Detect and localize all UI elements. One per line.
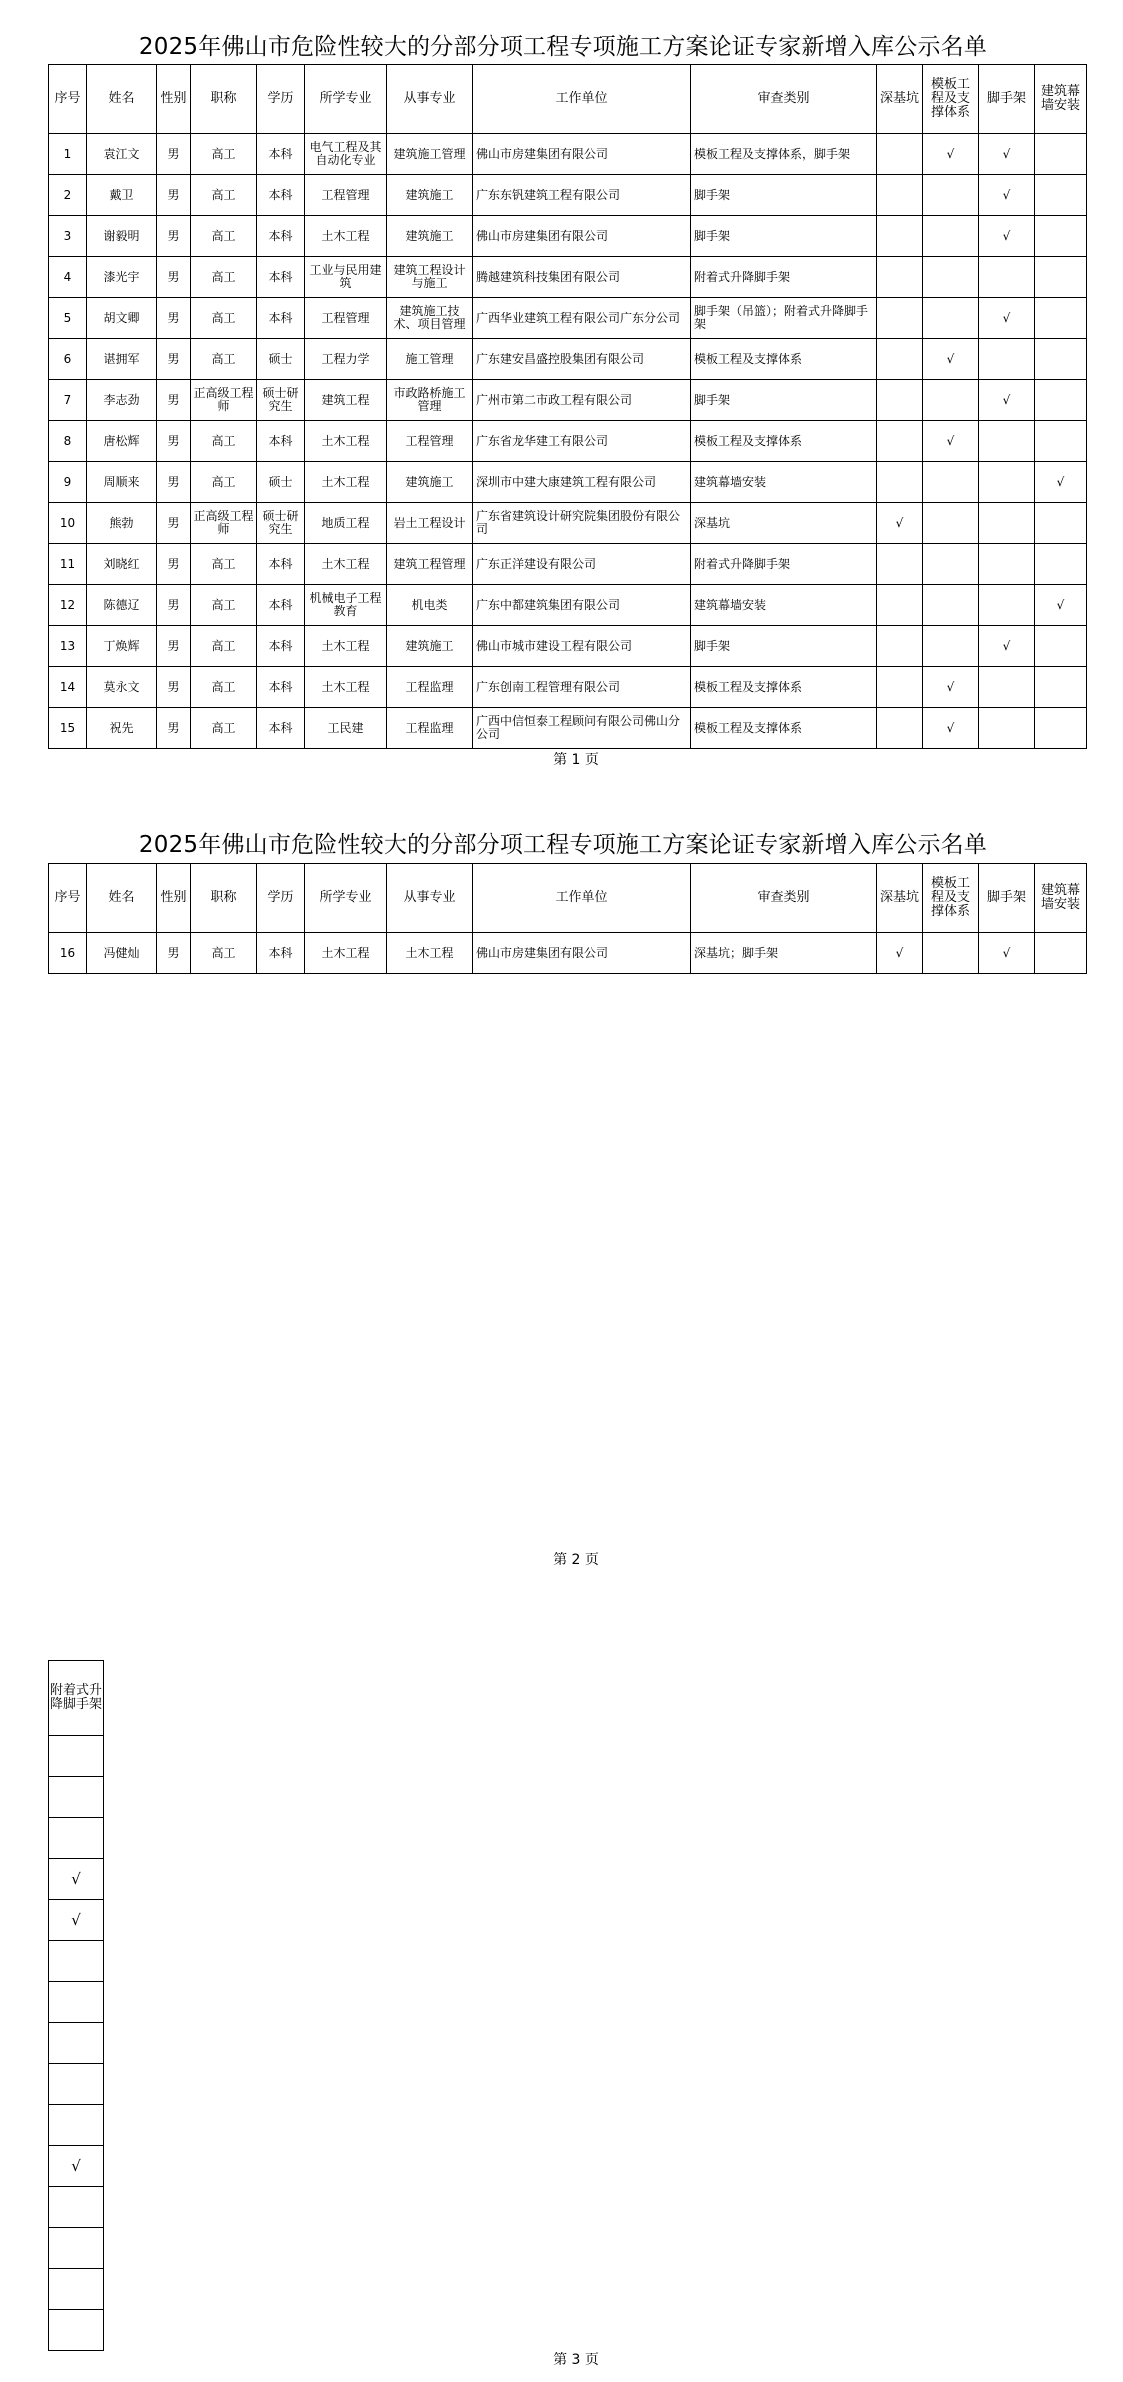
cell-deep-foundation xyxy=(877,298,923,339)
table-row xyxy=(49,1859,104,1900)
cell-sex: 男 xyxy=(157,134,191,175)
cell-sex: 男 xyxy=(157,380,191,421)
cell-scaffold: √ xyxy=(979,134,1035,175)
cell-field: 岩土工程设计 xyxy=(387,503,473,544)
cell-curtain-wall xyxy=(1035,380,1087,421)
cell-attached-scaffold xyxy=(49,2228,104,2269)
attached-scaffold-table-page3 xyxy=(48,1660,104,2351)
table-row xyxy=(49,339,1087,380)
cell-deep-foundation xyxy=(877,585,923,626)
cell-major: 土木工程 xyxy=(305,667,387,708)
table-row xyxy=(49,2310,104,2351)
cell-employer: 广东创南工程管理有限公司 xyxy=(473,667,691,708)
cell-name: 袁江文 xyxy=(87,134,157,175)
cell-employer: 佛山市城市建设工程有限公司 xyxy=(473,626,691,667)
cell-title-rank: 高工 xyxy=(191,257,257,298)
cell-name: 戴卫 xyxy=(87,175,157,216)
cell-curtain-wall xyxy=(1035,626,1087,667)
cell-title-rank: 高工 xyxy=(191,339,257,380)
cell-scaffold xyxy=(979,667,1035,708)
cell-scaffold xyxy=(979,257,1035,298)
cell-name: 李志劲 xyxy=(87,380,157,421)
table-row xyxy=(49,2105,104,2146)
cell-scaffold: √ xyxy=(979,216,1035,257)
cell-education: 本科 xyxy=(257,175,305,216)
cell-seq: 11 xyxy=(49,544,87,585)
cell-review-category: 建筑幕墙安装 xyxy=(691,585,877,626)
cell-scaffold: √ xyxy=(979,626,1035,667)
cell-formwork xyxy=(923,257,979,298)
cell-field: 建筑施工 xyxy=(387,175,473,216)
cell-field: 市政路桥施工管理 xyxy=(387,380,473,421)
cell-curtain-wall xyxy=(1035,544,1087,585)
cell-curtain-wall xyxy=(1035,933,1087,974)
cell-employer: 佛山市房建集团有限公司 xyxy=(473,134,691,175)
page2-title: 2025年佛山市危险性较大的分部分项工程专项施工方案论证专家新增入库公示名单 xyxy=(138,832,988,858)
cell-deep-foundation xyxy=(877,216,923,257)
header-review-category: 审查类别 xyxy=(691,864,877,933)
cell-education: 本科 xyxy=(257,544,305,585)
header-major: 所学专业 xyxy=(305,65,387,134)
cell-education: 本科 xyxy=(257,298,305,339)
cell-scaffold xyxy=(979,708,1035,749)
header-field: 从事专业 xyxy=(387,65,473,134)
header-formwork: 模板工程及支撑体系 xyxy=(923,864,979,933)
cell-education: 硕士 xyxy=(257,339,305,380)
cell-attached-scaffold: √ xyxy=(49,2146,104,2187)
cell-employer: 广东省龙华建工有限公司 xyxy=(473,421,691,462)
cell-name: 谢毅明 xyxy=(87,216,157,257)
cell-curtain-wall xyxy=(1035,503,1087,544)
cell-seq: 7 xyxy=(49,380,87,421)
cell-title-rank: 高工 xyxy=(191,933,257,974)
cell-formwork: √ xyxy=(923,667,979,708)
header-title-rank: 职称 xyxy=(191,65,257,134)
cell-curtain-wall xyxy=(1035,216,1087,257)
cell-scaffold xyxy=(979,544,1035,585)
cell-major: 土木工程 xyxy=(305,933,387,974)
header-sex: 性别 xyxy=(157,864,191,933)
cell-name: 唐松辉 xyxy=(87,421,157,462)
cell-title-rank: 高工 xyxy=(191,175,257,216)
cell-curtain-wall xyxy=(1035,339,1087,380)
cell-education: 本科 xyxy=(257,708,305,749)
table-row xyxy=(49,708,1087,749)
cell-attached-scaffold xyxy=(49,1818,104,1859)
cell-formwork xyxy=(923,380,979,421)
cell-employer: 广东正洋建设有限公司 xyxy=(473,544,691,585)
experts-table-page1 xyxy=(48,64,1087,749)
cell-sex: 男 xyxy=(157,667,191,708)
page3-number: 第 3 页 xyxy=(553,2352,599,2368)
cell-formwork xyxy=(923,298,979,339)
cell-deep-foundation xyxy=(877,626,923,667)
cell-formwork xyxy=(923,503,979,544)
cell-education: 本科 xyxy=(257,421,305,462)
cell-major: 土木工程 xyxy=(305,462,387,503)
cell-education: 硕士研究生 xyxy=(257,380,305,421)
cell-deep-foundation xyxy=(877,380,923,421)
cell-curtain-wall xyxy=(1035,667,1087,708)
cell-deep-foundation: √ xyxy=(877,933,923,974)
cell-review-category: 模板工程及支撑体系 xyxy=(691,421,877,462)
cell-deep-foundation xyxy=(877,667,923,708)
page1-title: 2025年佛山市危险性较大的分部分项工程专项施工方案论证专家新增入库公示名单 xyxy=(138,34,988,60)
cell-deep-foundation xyxy=(877,134,923,175)
cell-field: 建筑施工技术、项目管理 xyxy=(387,298,473,339)
cell-name: 熊勃 xyxy=(87,503,157,544)
header-field: 从事专业 xyxy=(387,864,473,933)
cell-name: 莫永文 xyxy=(87,667,157,708)
cell-attached-scaffold xyxy=(49,1777,104,1818)
table-row xyxy=(49,380,1087,421)
cell-major: 工业与民用建筑 xyxy=(305,257,387,298)
cell-sex: 男 xyxy=(157,933,191,974)
cell-formwork: √ xyxy=(923,421,979,462)
cell-review-category: 脚手架（吊篮）；附着式升降脚手架 xyxy=(691,298,877,339)
header-seq: 序号 xyxy=(49,864,87,933)
cell-attached-scaffold xyxy=(49,1736,104,1777)
cell-seq: 15 xyxy=(49,708,87,749)
header-curtain-wall: 建筑幕墙安装 xyxy=(1035,65,1087,134)
cell-major: 机械电子工程教育 xyxy=(305,585,387,626)
cell-deep-foundation xyxy=(877,175,923,216)
table-row xyxy=(49,503,1087,544)
cell-deep-foundation: √ xyxy=(877,503,923,544)
cell-name: 冯健灿 xyxy=(87,933,157,974)
cell-title-rank: 高工 xyxy=(191,298,257,339)
cell-field: 土木工程 xyxy=(387,933,473,974)
cell-formwork xyxy=(923,175,979,216)
cell-employer: 佛山市房建集团有限公司 xyxy=(473,216,691,257)
cell-curtain-wall: √ xyxy=(1035,462,1087,503)
cell-sex: 男 xyxy=(157,216,191,257)
header-name: 姓名 xyxy=(87,864,157,933)
cell-education: 本科 xyxy=(257,585,305,626)
cell-education: 本科 xyxy=(257,667,305,708)
table-row xyxy=(49,2023,104,2064)
cell-formwork xyxy=(923,933,979,974)
cell-attached-scaffold xyxy=(49,2269,104,2310)
cell-seq: 2 xyxy=(49,175,87,216)
cell-title-rank: 高工 xyxy=(191,134,257,175)
cell-field: 施工管理 xyxy=(387,339,473,380)
cell-formwork xyxy=(923,462,979,503)
cell-name: 祝先 xyxy=(87,708,157,749)
cell-seq: 8 xyxy=(49,421,87,462)
cell-curtain-wall xyxy=(1035,257,1087,298)
cell-major: 工程管理 xyxy=(305,298,387,339)
cell-scaffold xyxy=(979,339,1035,380)
table-row xyxy=(49,2064,104,2105)
cell-major: 工程管理 xyxy=(305,175,387,216)
cell-seq: 13 xyxy=(49,626,87,667)
table-row xyxy=(49,257,1087,298)
cell-name: 漆光宇 xyxy=(87,257,157,298)
header-sex: 性别 xyxy=(157,65,191,134)
header-review-category: 审查类别 xyxy=(691,65,877,134)
cell-review-category: 建筑幕墙安装 xyxy=(691,462,877,503)
header-row xyxy=(49,1661,104,1736)
cell-curtain-wall xyxy=(1035,421,1087,462)
cell-title-rank: 正高级工程师 xyxy=(191,380,257,421)
table-row xyxy=(49,1982,104,2023)
cell-title-rank: 高工 xyxy=(191,421,257,462)
table-row xyxy=(49,1900,104,1941)
cell-attached-scaffold: √ xyxy=(49,1859,104,1900)
cell-sex: 男 xyxy=(157,257,191,298)
cell-curtain-wall xyxy=(1035,298,1087,339)
cell-deep-foundation xyxy=(877,708,923,749)
experts-table-page2 xyxy=(48,863,1087,974)
table-row xyxy=(49,421,1087,462)
cell-deep-foundation xyxy=(877,339,923,380)
cell-field: 建筑施工 xyxy=(387,462,473,503)
cell-seq: 1 xyxy=(49,134,87,175)
cell-sex: 男 xyxy=(157,421,191,462)
cell-employer: 佛山市房建集团有限公司 xyxy=(473,933,691,974)
cell-employer: 广东省建筑设计研究院集团股份有限公司 xyxy=(473,503,691,544)
cell-field: 工程监理 xyxy=(387,667,473,708)
cell-review-category: 附着式升降脚手架 xyxy=(691,544,877,585)
header-employer: 工作单位 xyxy=(473,65,691,134)
header-row xyxy=(49,65,1087,134)
cell-formwork xyxy=(923,216,979,257)
page1-number: 第 1 页 xyxy=(553,752,599,768)
cell-deep-foundation xyxy=(877,462,923,503)
header-seq: 序号 xyxy=(49,65,87,134)
cell-review-category: 深基坑；脚手架 xyxy=(691,933,877,974)
cell-education: 本科 xyxy=(257,626,305,667)
header-major: 所学专业 xyxy=(305,864,387,933)
cell-attached-scaffold xyxy=(49,2023,104,2064)
table-row xyxy=(49,2269,104,2310)
cell-education: 本科 xyxy=(257,216,305,257)
cell-seq: 12 xyxy=(49,585,87,626)
cell-sex: 男 xyxy=(157,708,191,749)
table-row xyxy=(49,585,1087,626)
table-row xyxy=(49,2187,104,2228)
page2-number: 第 2 页 xyxy=(553,1552,599,1568)
cell-title-rank: 高工 xyxy=(191,462,257,503)
cell-title-rank: 高工 xyxy=(191,544,257,585)
cell-formwork: √ xyxy=(923,134,979,175)
cell-seq: 16 xyxy=(49,933,87,974)
cell-education: 本科 xyxy=(257,134,305,175)
cell-attached-scaffold: √ xyxy=(49,1900,104,1941)
cell-title-rank: 高工 xyxy=(191,585,257,626)
cell-curtain-wall xyxy=(1035,708,1087,749)
table-row xyxy=(49,933,1087,974)
cell-employer: 广东建安昌盛控股集团有限公司 xyxy=(473,339,691,380)
cell-major: 工民建 xyxy=(305,708,387,749)
cell-title-rank: 高工 xyxy=(191,216,257,257)
table-row xyxy=(49,298,1087,339)
table-row xyxy=(49,2228,104,2269)
cell-employer: 广东中都建筑集团有限公司 xyxy=(473,585,691,626)
header-curtain-wall: 建筑幕墙安装 xyxy=(1035,864,1087,933)
table-row xyxy=(49,462,1087,503)
cell-scaffold xyxy=(979,462,1035,503)
cell-field: 机电类 xyxy=(387,585,473,626)
table-row xyxy=(49,134,1087,175)
cell-name: 丁焕辉 xyxy=(87,626,157,667)
table-row xyxy=(49,1777,104,1818)
cell-attached-scaffold xyxy=(49,2105,104,2146)
cell-attached-scaffold xyxy=(49,2310,104,2351)
table-row xyxy=(49,667,1087,708)
cell-field: 建筑施工 xyxy=(387,626,473,667)
cell-review-category: 脚手架 xyxy=(691,626,877,667)
header-scaffold: 脚手架 xyxy=(979,65,1035,134)
header-education: 学历 xyxy=(257,864,305,933)
cell-scaffold: √ xyxy=(979,175,1035,216)
cell-formwork: √ xyxy=(923,708,979,749)
cell-review-category: 附着式升降脚手架 xyxy=(691,257,877,298)
cell-field: 建筑施工管理 xyxy=(387,134,473,175)
cell-scaffold xyxy=(979,585,1035,626)
header-row xyxy=(49,864,1087,933)
cell-name: 刘晓红 xyxy=(87,544,157,585)
cell-curtain-wall: √ xyxy=(1035,585,1087,626)
cell-deep-foundation xyxy=(877,421,923,462)
cell-review-category: 脚手架 xyxy=(691,380,877,421)
cell-name: 陈德辽 xyxy=(87,585,157,626)
cell-major: 电气工程及其自动化专业 xyxy=(305,134,387,175)
table-row xyxy=(49,544,1087,585)
cell-attached-scaffold xyxy=(49,1941,104,1982)
cell-review-category: 模板工程及支撑体系 xyxy=(691,708,877,749)
table-row xyxy=(49,1736,104,1777)
cell-field: 建筑施工 xyxy=(387,216,473,257)
cell-major: 工程力学 xyxy=(305,339,387,380)
cell-review-category: 模板工程及支撑体系 xyxy=(691,667,877,708)
header-deep-foundation: 深基坑 xyxy=(877,65,923,134)
table-row xyxy=(49,626,1087,667)
table-row xyxy=(49,2146,104,2187)
cell-scaffold: √ xyxy=(979,933,1035,974)
header-scaffold: 脚手架 xyxy=(979,864,1035,933)
cell-attached-scaffold xyxy=(49,2064,104,2105)
cell-education: 硕士研究生 xyxy=(257,503,305,544)
cell-scaffold: √ xyxy=(979,298,1035,339)
cell-scaffold xyxy=(979,421,1035,462)
cell-seq: 14 xyxy=(49,667,87,708)
cell-education: 本科 xyxy=(257,933,305,974)
cell-sex: 男 xyxy=(157,626,191,667)
cell-sex: 男 xyxy=(157,339,191,380)
cell-attached-scaffold xyxy=(49,1982,104,2023)
cell-sex: 男 xyxy=(157,175,191,216)
header-deep-foundation: 深基坑 xyxy=(877,864,923,933)
cell-field: 工程管理 xyxy=(387,421,473,462)
cell-curtain-wall xyxy=(1035,134,1087,175)
header-education: 学历 xyxy=(257,65,305,134)
cell-review-category: 模板工程及支撑体系，脚手架 xyxy=(691,134,877,175)
cell-seq: 9 xyxy=(49,462,87,503)
cell-employer: 广州市第二市政工程有限公司 xyxy=(473,380,691,421)
cell-education: 本科 xyxy=(257,257,305,298)
cell-title-rank: 高工 xyxy=(191,708,257,749)
cell-major: 建筑工程 xyxy=(305,380,387,421)
cell-major: 土木工程 xyxy=(305,421,387,462)
cell-name: 谌拥军 xyxy=(87,339,157,380)
cell-review-category: 脚手架 xyxy=(691,216,877,257)
cell-employer: 广西中信恒泰工程顾问有限公司佛山分公司 xyxy=(473,708,691,749)
cell-major: 地质工程 xyxy=(305,503,387,544)
cell-sex: 男 xyxy=(157,462,191,503)
cell-employer: 广东东钒建筑工程有限公司 xyxy=(473,175,691,216)
cell-formwork: √ xyxy=(923,339,979,380)
cell-review-category: 模板工程及支撑体系 xyxy=(691,339,877,380)
cell-major: 土木工程 xyxy=(305,216,387,257)
cell-seq: 4 xyxy=(49,257,87,298)
cell-seq: 6 xyxy=(49,339,87,380)
header-formwork: 模板工程及支撑体系 xyxy=(923,65,979,134)
cell-sex: 男 xyxy=(157,585,191,626)
cell-seq: 5 xyxy=(49,298,87,339)
cell-employer: 深圳市中建大康建筑工程有限公司 xyxy=(473,462,691,503)
cell-title-rank: 高工 xyxy=(191,626,257,667)
cell-formwork xyxy=(923,544,979,585)
cell-review-category: 脚手架 xyxy=(691,175,877,216)
cell-curtain-wall xyxy=(1035,175,1087,216)
cell-name: 胡文卿 xyxy=(87,298,157,339)
cell-review-category: 深基坑 xyxy=(691,503,877,544)
cell-title-rank: 正高级工程师 xyxy=(191,503,257,544)
cell-title-rank: 高工 xyxy=(191,667,257,708)
cell-sex: 男 xyxy=(157,503,191,544)
cell-education: 硕士 xyxy=(257,462,305,503)
cell-employer: 广西华业建筑工程有限公司广东分公司 xyxy=(473,298,691,339)
cell-major: 土木工程 xyxy=(305,626,387,667)
cell-deep-foundation xyxy=(877,544,923,585)
cell-deep-foundation xyxy=(877,257,923,298)
table-row xyxy=(49,216,1087,257)
table-row xyxy=(49,175,1087,216)
cell-formwork xyxy=(923,585,979,626)
cell-scaffold xyxy=(979,503,1035,544)
table-row xyxy=(49,1941,104,1982)
header-attached-scaffold: 附着式升降脚手架 xyxy=(49,1661,104,1736)
header-name: 姓名 xyxy=(87,65,157,134)
cell-seq: 3 xyxy=(49,216,87,257)
cell-major: 土木工程 xyxy=(305,544,387,585)
cell-field: 工程监理 xyxy=(387,708,473,749)
header-employer: 工作单位 xyxy=(473,864,691,933)
cell-seq: 10 xyxy=(49,503,87,544)
cell-scaffold: √ xyxy=(979,380,1035,421)
cell-attached-scaffold xyxy=(49,2187,104,2228)
table-row xyxy=(49,1818,104,1859)
header-title-rank: 职称 xyxy=(191,864,257,933)
cell-formwork xyxy=(923,626,979,667)
cell-sex: 男 xyxy=(157,298,191,339)
cell-field: 建筑工程管理 xyxy=(387,544,473,585)
cell-field: 建筑工程设计与施工 xyxy=(387,257,473,298)
cell-employer: 腾越建筑科技集团有限公司 xyxy=(473,257,691,298)
cell-name: 周顺来 xyxy=(87,462,157,503)
cell-sex: 男 xyxy=(157,544,191,585)
